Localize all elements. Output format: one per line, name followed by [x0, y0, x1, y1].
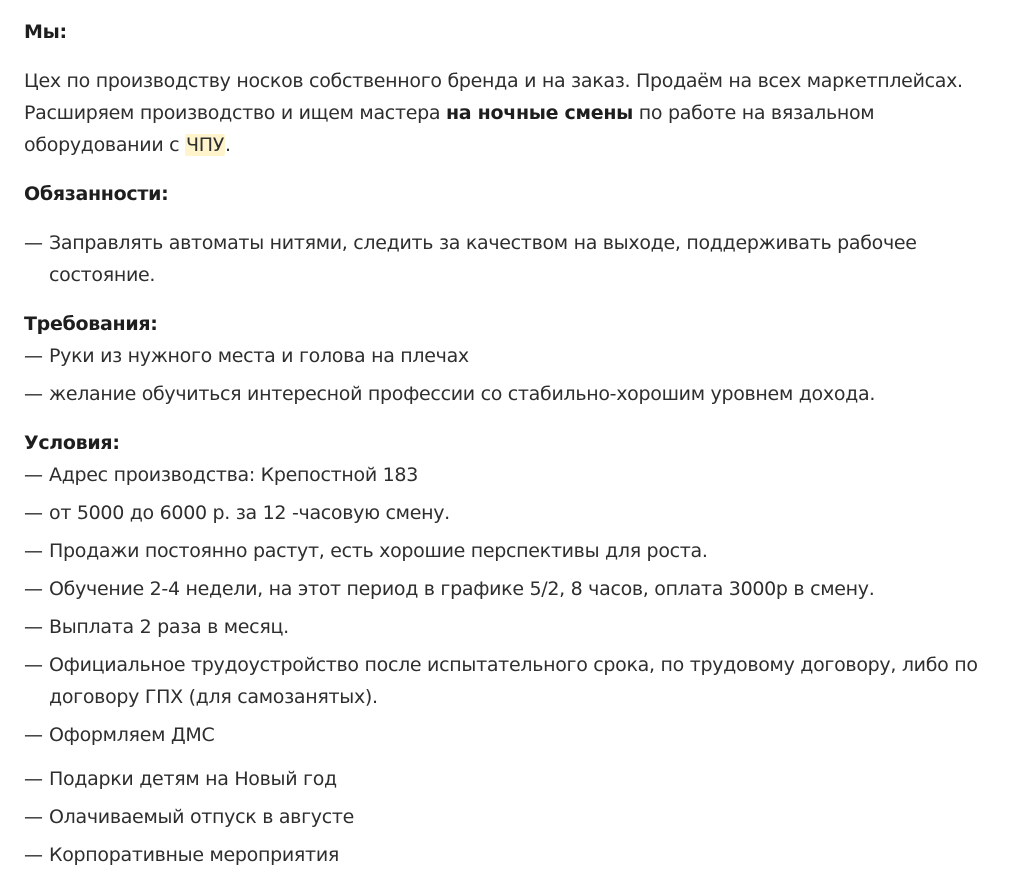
intro-text-end: .: [225, 134, 231, 156]
condition-item-text: Олачиваемый отпуск в августе: [49, 806, 354, 828]
dash-marker: —: [24, 383, 43, 405]
condition-item: [24, 719, 999, 751]
duty-item-text: Заправлять автоматы нитями, следить за качеством на выходе, поддерживать рабочее состояние.: [49, 232, 917, 286]
dash-marker: —: [24, 806, 43, 828]
condition-item: [24, 801, 999, 833]
job-description: [24, 16, 999, 871]
condition-item: [24, 497, 999, 529]
condition-item-text: от 5000 до 6000 р. за 12 -часовую смену.: [49, 502, 450, 524]
condition-item-text: Корпоративные мероприятия: [49, 844, 340, 866]
condition-item-text: Обучение 2-4 недели, на этот период в графике 5/2, 8 часов, оплата 3000р в смену.: [49, 578, 875, 600]
dash-marker: —: [24, 616, 43, 638]
condition-item-text: Официальное трудоустройство после испытательного срока, по трудовому договору, либо по договору ГПХ (для самозанятых).: [49, 654, 978, 708]
dash-marker: —: [24, 724, 43, 746]
condition-item-text: Подарки детям на Новый год: [49, 768, 337, 790]
intro-text-middle: по работе на вязальном оборудовании с: [24, 102, 875, 156]
section-heading-duties: Обязанности:: [24, 183, 169, 205]
requirement-item: [24, 378, 999, 410]
requirement-item-text: Руки из нужного места и голова на плечах: [49, 345, 469, 367]
condition-item: [24, 839, 999, 871]
condition-item-text: Оформляем ДМС: [49, 724, 215, 746]
intro-paragraph: [24, 65, 999, 161]
condition-item: [24, 763, 999, 795]
requirement-item-text: желание обучиться интересной профессии со стабильно-хорошим уровнем дохода.: [49, 383, 876, 405]
highlighted-term-cnc: ЧПУ: [186, 134, 225, 156]
intro-bold-night-shifts: на ночные смены: [445, 102, 634, 124]
condition-item-text: Адрес производства: Крепостной 183: [49, 464, 418, 486]
condition-item: [24, 573, 999, 605]
dash-marker: —: [24, 464, 43, 486]
dash-marker: —: [24, 502, 43, 524]
dash-marker: —: [24, 232, 43, 254]
section-heading-conditions: Условия:: [24, 432, 120, 454]
condition-item-text: Выплата 2 раза в месяц.: [49, 616, 289, 638]
dash-marker: —: [24, 540, 43, 562]
duty-item: [24, 227, 999, 291]
dash-marker: —: [24, 578, 43, 600]
dash-marker: —: [24, 768, 43, 790]
intro-text-start: Цех по производству носков собственного бренда и на заказ. Продаём на всех маркетплейсах. Расширяем производство и ищем мастера: [24, 70, 963, 124]
dash-marker: —: [24, 654, 43, 676]
condition-item: [24, 611, 999, 643]
requirement-item: [24, 340, 999, 372]
condition-item-text: Продажи постоянно растут, есть хорошие перспективы для роста.: [49, 540, 708, 562]
condition-item: [24, 535, 999, 567]
condition-item: [24, 459, 999, 491]
section-heading-requirements: Требования:: [24, 313, 158, 335]
dash-marker: —: [24, 844, 43, 866]
condition-item: [24, 649, 999, 713]
dash-marker: —: [24, 345, 43, 367]
section-heading-we: Мы:: [24, 21, 67, 43]
